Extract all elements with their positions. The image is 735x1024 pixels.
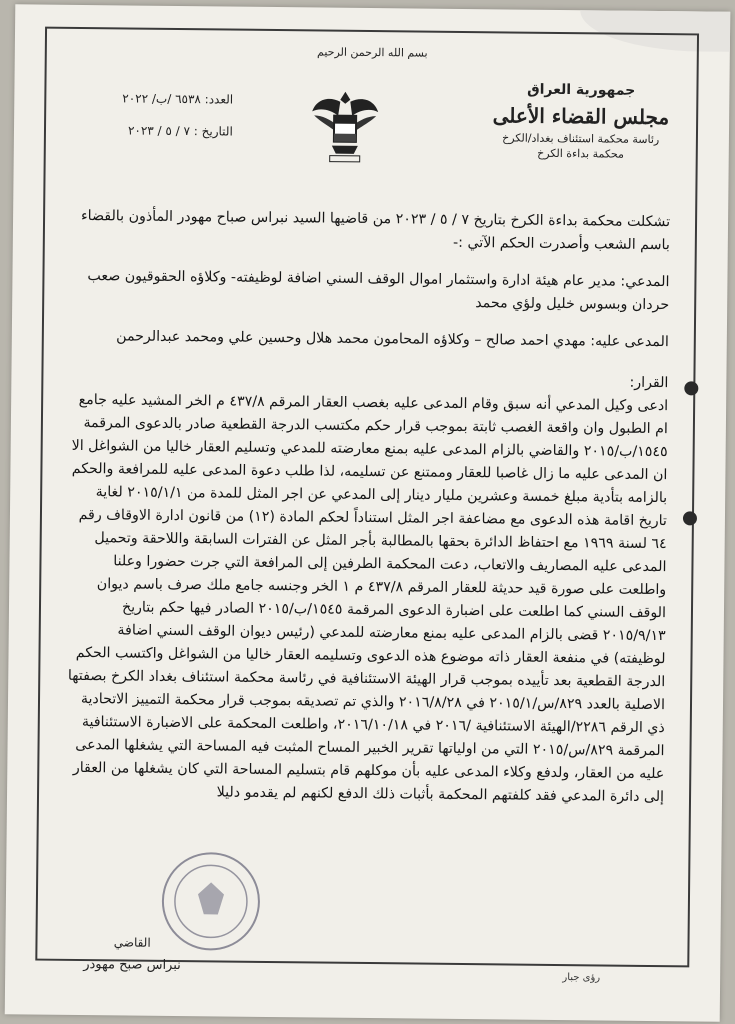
republic-name: جمهورية العراق — [527, 81, 636, 99]
punch-hole-icon — [683, 511, 697, 525]
judgment-body — [65, 205, 670, 819]
presidency-name: رئاسة محكمة استئناف بغداد/الكرخ — [502, 131, 660, 147]
punch-hole-icon — [684, 381, 698, 395]
verdict-heading: القرار: — [629, 374, 669, 392]
document-page — [5, 4, 731, 1021]
defendant-paragraph: المدعى عليه: مهدي احمد صالح – وكلاؤه المحامون محمد هلال وحسين علي ومحمد عبدالرحمن — [116, 328, 669, 351]
court-header — [492, 81, 669, 161]
clerk-name: رؤى جبار — [562, 972, 601, 984]
court-name: محكمة بداءة الكرخ — [537, 146, 624, 161]
basmala: بسم الله الرحمن الرحيم — [316, 45, 428, 60]
court-intro: تشكلت محكمة بداءة الكرخ بتاريخ ٧ / ٥ / ٢٠٢٣ من قاضيها السيد نبراس صباح مهودر المأذون بالقضاء باسم الشعب وأصدرت الحكم الآتي :- — [80, 207, 671, 254]
reference-block — [122, 91, 234, 156]
verdict-text: ادعى وكيل المدعي أنه سبق وقام المدعى عليه بغصب العقار المرقم ٤٣٧/٨ م الخر المشيد عليه جامع ام الطبول وان واقعة الغصب ثابتة بموجب قرار حكم مكتسب الدرجة القطعية صادر بالدعوى المرقمة ١٥٤٥/ب/٢٠١٥ والقاضي بالزام المدعى عليه بمنع معارضته للمدعي وتسليم العقار خاليا من الشواغل الا ان المدعى عليه ما زال غاصبا للعقار وممتنع عن تسليمه، لذا طلب دعوة المدعى عليه للمرافعة والحكم بالزامه بتأدية مبلغ خمسة وعشرين مليار دينار إلى المدعي عن اجر المثل للمدة من ٢٠١٥/١/١ لغاية تاريخ اقامة هذه الدعوى مع مضاعفة اجر المثل استناداً لحكم المادة (١٢) من قانون ادارة الاوقاف رقم ٦٤ لسنة ١٩٦٩ مع احتفاظ الدائرة بحقها بالمطالبة بأجر المثل عن الفترات السابقة واللاحقة وتحميل المدعى عليه المصاريف والاتعاب، دعت المحكمة الطرفين إلى المرافعة التي جرت حضورا وعلنا واطلعت على صورة قيد حديثة للعقار المرقم ٤٣٧/٨ م ١ الخر وجنسه جامع ملك صرف باسم ديوان الوقف السني كما اطلعت على اضبارة الدعوى المرقمة ١٥٤٥/ب/٢٠١٥ الصادر فيها حكم بتاريخ ٢٠١٥/٩/١٣ قضى بالزام المدعى عليه بمنع معارضته للمدعي (رئيس ديوان الوقف السني اضافة لوظيفته) في منفعة العقار ذاته موضوع هذه الدعوى وتسليمه العقار خاليا من الشواغل واكتسب الحكم الدرجة القطعية بعد تأييده بموجب قرار الهيئة الاستئنافية في رئاسة محكمة استئناف بغداد الكرخ بصفتها الاصلية بالعدد ٨٢٩/س/٢٠١٥/١ في ٢٠١٦/٨/٢٨ والذي تم تصديقه بموجب قرار محكمة التمييز الاتحادية ذي الرقم ٢٢٨٦/الهيئة الاستئنافية /٢٠١٦ في ٢٠١٦/١٠/١٨، واطلعت المحكمة على الاضبارة الاستئنافية المرقمة ٨٢٩/س/٢٠١٥ التي من اولياتها تقرير الخبير المساح المثبت فيه المساحة التي يشغلها المدعى عليه من العقار، ولدفع وكلاء المدعى عليه بأن موكلهم قام بتسليم المساحة التي كان يشغلها من العقار إلى دائرة المدعي فقد كلفتهم المحكمة بأثبات ذلك الدفع لكنهم لم يقدمو دليلا — [67, 391, 669, 806]
plaintiff-paragraph: المدعي: مدير عام هيئة ادارة واستثمار اموال الوقف السني اضافة لوظيفته- وكلاؤه الحقوقيون صعب حردان وبسوس خليل ولؤي محمد — [87, 268, 670, 314]
judge-name: نبراس صبح مهودر — [83, 957, 181, 974]
document-number: العدد: ٦٥٣٨ /ب/ ٢٠٢٢ — [122, 91, 234, 107]
council-name: مجلس القضاء الأعلى — [492, 103, 670, 130]
judge-signature-block — [83, 935, 181, 973]
eagle-emblem-icon — [310, 85, 381, 166]
document-date: التاريخ : ٧ / ٥ / ٢٠٢٣ — [127, 123, 233, 139]
judge-title: القاضي — [113, 935, 151, 950]
